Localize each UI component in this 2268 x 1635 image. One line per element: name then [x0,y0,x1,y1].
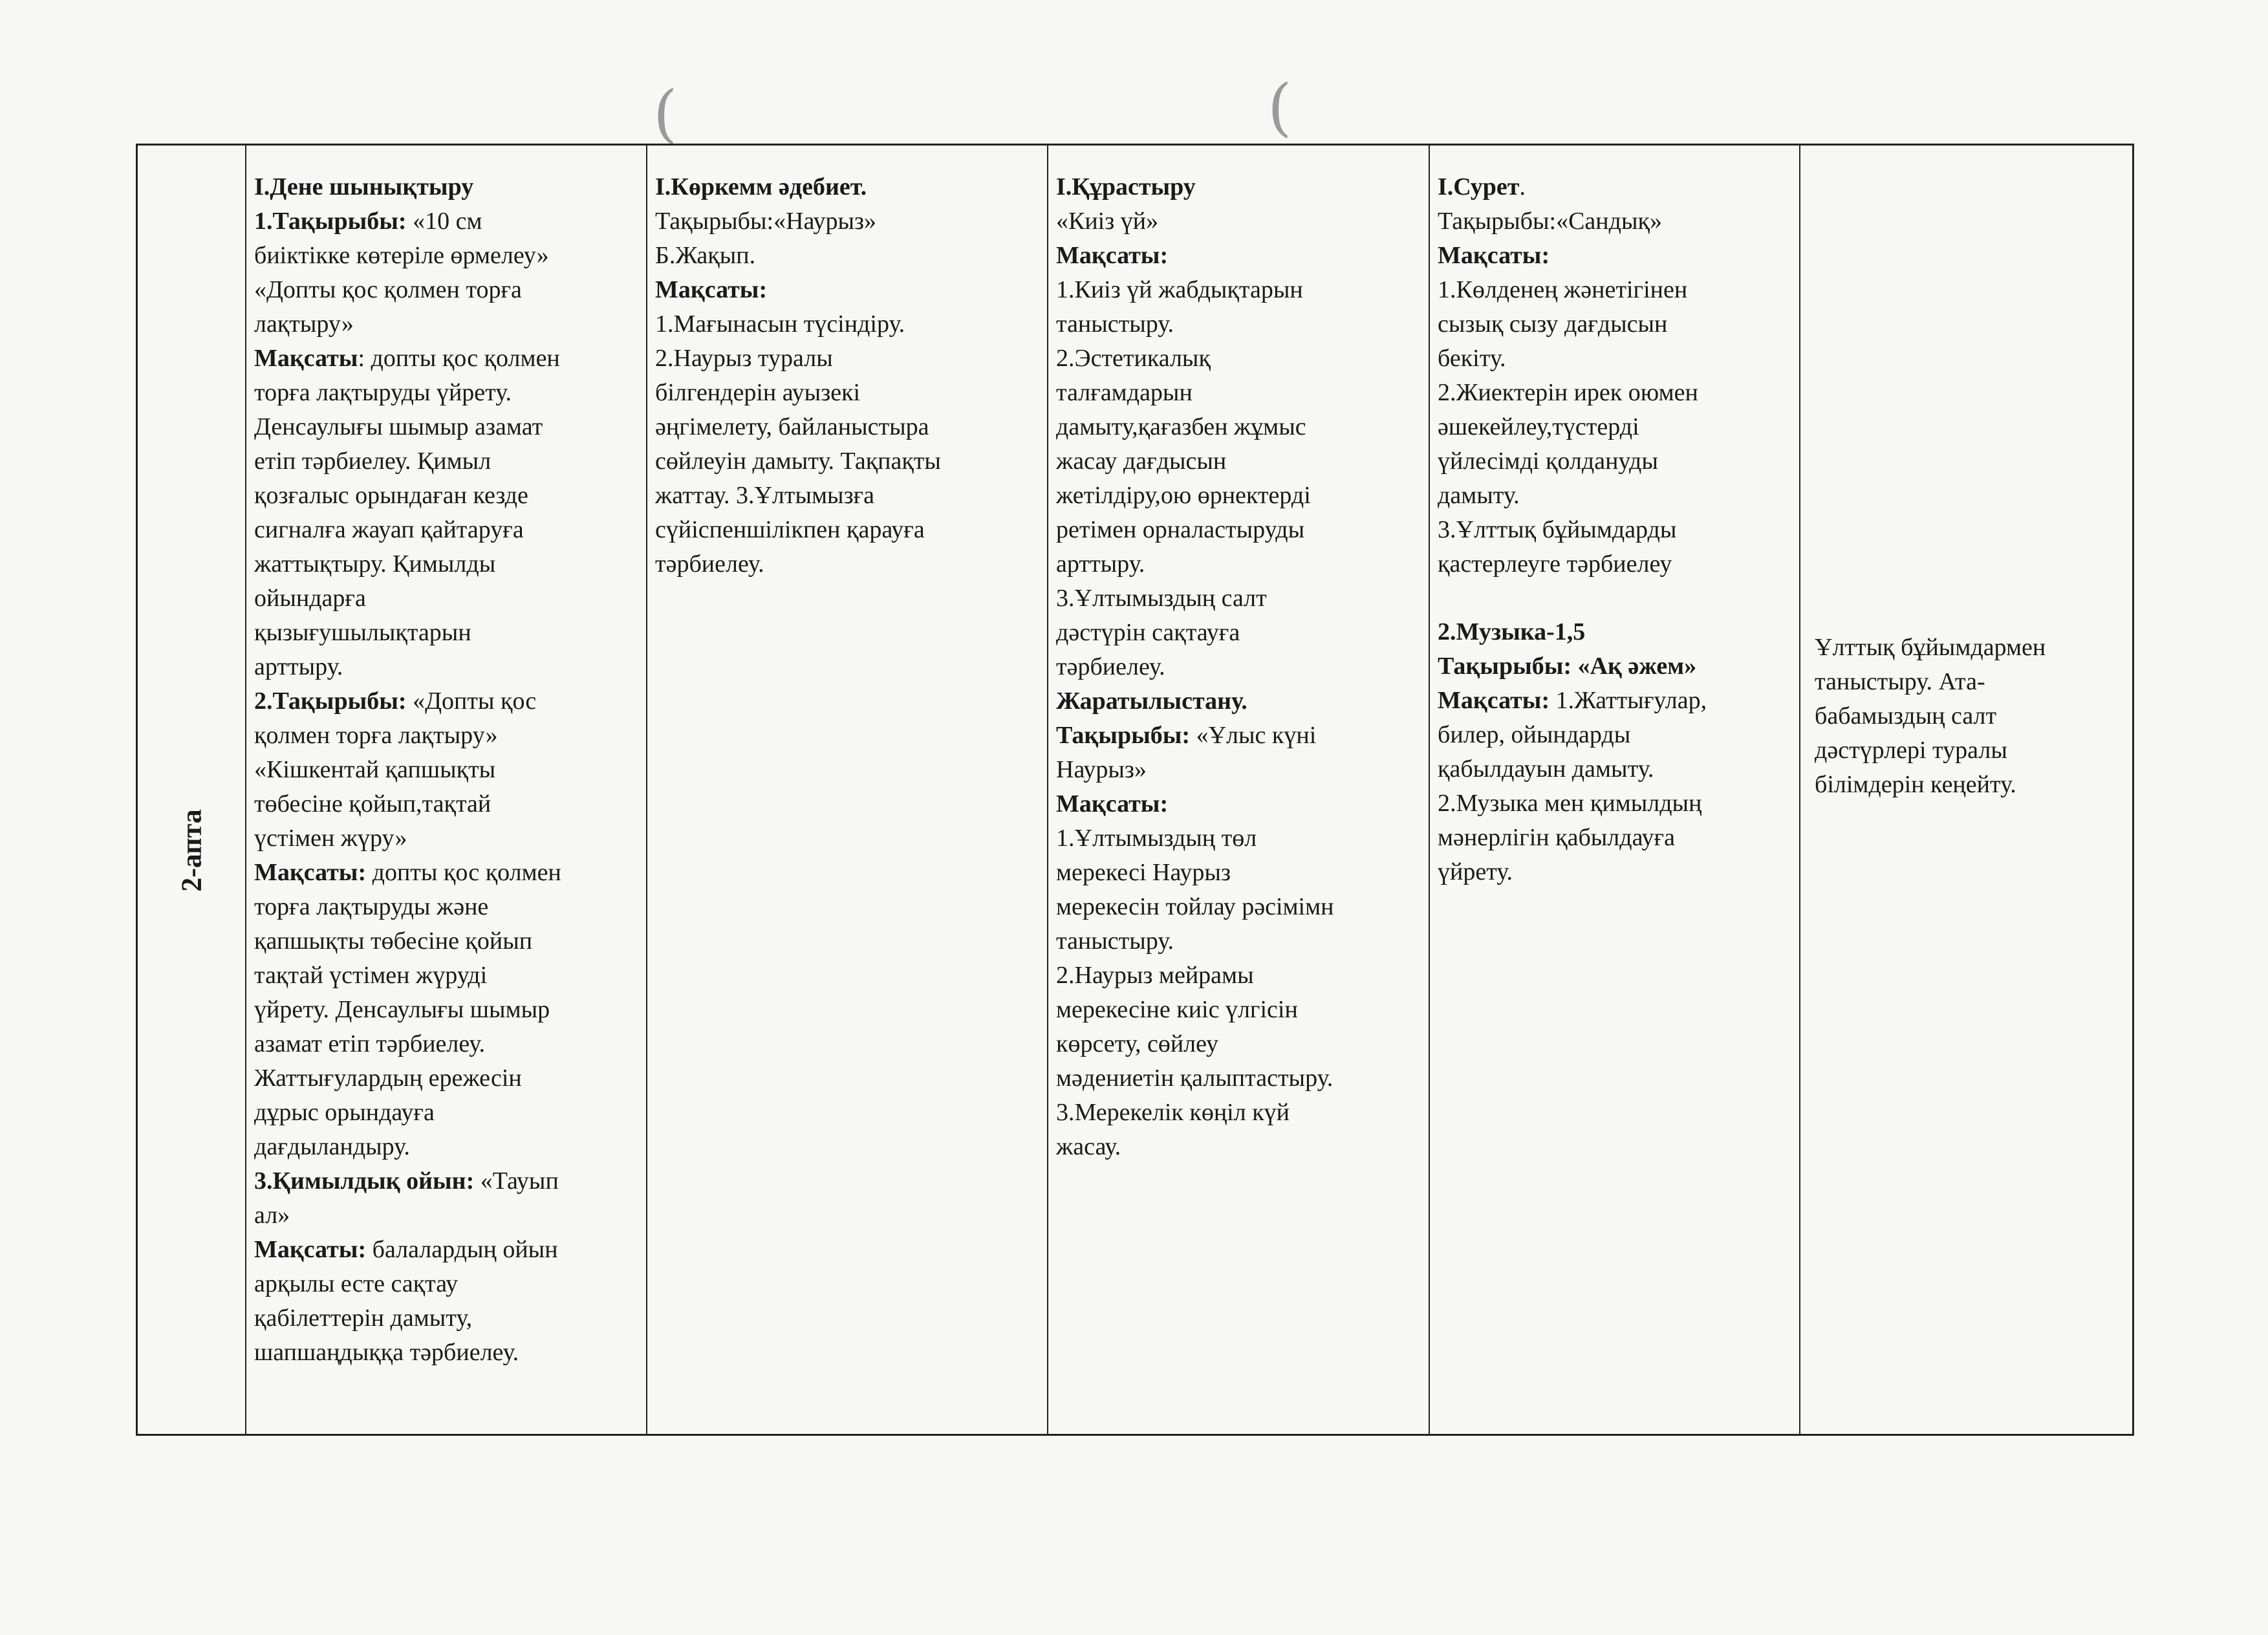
text-line [1438,341,1793,376]
text-run: 1.Көлденең жәнетігінен [1438,276,1688,303]
text-line [655,376,1041,410]
text-line [254,581,640,616]
text-run: торға лақтыруды және [254,893,489,920]
text-run: 2.Эстетикалық [1056,345,1211,372]
text-line [254,719,640,753]
text-line [254,787,640,821]
text-line [1438,752,1793,786]
text-line [1438,718,1793,752]
bold-run: 2.Тақырыбы: [254,688,407,715]
text-run: 3.Ұлтымыздың салт [1056,585,1267,612]
text-line [1438,239,1793,273]
bold-run: 1.Тақырыбы: [254,208,407,235]
text-run: үйлесімді қолдануды [1438,448,1658,475]
text-line [655,204,1041,239]
text-line [1815,665,2130,699]
text-run: жаттықтыру. Қимылды [254,550,496,578]
text-line [1056,307,1422,341]
text-line [254,856,640,890]
text-line [1056,1130,1422,1164]
text-line [254,650,640,684]
column-art-music [1430,146,1800,1434]
text-run: тәрбиелеу. [655,550,764,578]
text-run: «Допты қос [406,688,537,715]
text-line [655,307,1041,341]
text-run: 3.Ұлттық бұйымдарды [1438,516,1677,543]
text-run: допты қос қолмен [366,859,561,886]
text-line [655,170,1041,204]
text-line [254,1301,640,1336]
text-line [1056,547,1422,581]
bold-run: Тақырыбы: [1056,722,1191,749]
text-line [254,753,640,787]
text-line [1056,993,1422,1027]
text-line [254,410,640,444]
text-run: қолмен торға лақтыру» [254,722,498,749]
week-label: 2-апта [175,809,208,892]
text-run: бабамыздың салт [1815,702,1997,730]
text-line [1056,650,1422,684]
text-line [655,273,1041,307]
text-line [655,513,1041,547]
text-run: көрсету, сөйлеу [1056,1030,1219,1057]
week-cell [138,146,246,1434]
text-line [1056,924,1422,958]
text-line [254,890,640,924]
text-line [1056,170,1422,204]
text-run: сөйлеуін дамыту. Тақпақты [655,448,941,475]
text-run: 2.Наурыз туралы [655,345,833,372]
text-run: : допты қос қолмен [358,345,560,372]
text-run: жаттау. 3.Ұлтымызға [655,482,875,509]
text-run: дамыту. [1438,482,1520,509]
bold-run: Жаратылыстану. [1056,688,1247,715]
text-line [1438,615,1793,649]
text-line [254,513,640,547]
text-run: талғамдарын [1056,379,1193,406]
bold-run: 2.Музыка-1,5 [1438,618,1586,645]
text-line [1056,479,1422,513]
text-run: ретімен орналастыруды [1056,516,1305,543]
text-run: арттыру. [254,653,343,680]
text-line [655,444,1041,479]
text-line [254,547,640,581]
text-line [1056,1027,1422,1061]
text-run: қапшықты төбесіне қойып [254,927,533,955]
text-run: қозғалыс орындаған кезде [254,482,528,509]
column-literature [647,146,1048,1434]
text-line [1438,786,1793,821]
text-run: арттыру. [1056,550,1145,578]
text-run: мерекесін тойлау рәсімімн [1056,893,1334,920]
bold-run: Мақсаты: [1056,242,1169,269]
text-run: «Кішкентай қапшықты [254,756,496,783]
bold-run: Мақсаты: [254,859,367,886]
text-line [254,684,640,719]
text-line [1056,719,1422,753]
text-run: билер, ойындарды [1438,721,1631,748]
bold-run: Мақсаты: [254,1236,367,1263]
text-line [655,547,1041,581]
text-run: мәнерлігін қабылдауға [1438,824,1675,851]
text-line [1056,958,1422,993]
text-run: 1.Киіз үй жабдықтарын [1056,276,1303,303]
text-run: Тақырыбы:«Сандық» [1438,208,1662,235]
text-line [1438,307,1793,341]
text-line [254,821,640,856]
text-line [254,1233,640,1267]
text-line [655,410,1041,444]
text-run: үйрету. Денсаулығы шымыр [254,996,550,1023]
text-run: торға лақтыруды үйрету. [254,379,512,406]
text-run: білімдерін кеңейту. [1815,771,2016,798]
text-run: төбесіне қойып,тақтай [254,790,491,817]
text-line [1056,204,1422,239]
bold-run: І.Дене шынықтыру [254,173,474,200]
text-line [1056,684,1422,719]
text-run: әшекейлеу,түстерді [1438,413,1639,440]
text-line [1438,273,1793,307]
text-run: үйрету. [1438,858,1513,885]
text-run: Денсаулығы шымыр азамат [254,413,543,440]
bold-run: Мақсаты [254,345,358,372]
text-run: қабылдауын дамыту. [1438,755,1654,783]
text-line [1056,753,1422,787]
text-run: әңгімелету, байланыстыра [655,413,929,440]
text-run: Ұлттық бұйымдармен [1815,634,2046,661]
text-run: таныстыру. [1056,310,1174,338]
text-run: жасау. [1056,1133,1121,1160]
column-physical-education [246,146,647,1434]
text-line [1056,821,1422,856]
text-line [1056,1061,1422,1096]
text-run: дұрыс орындауға [254,1099,435,1126]
text-run: ал» [254,1202,290,1229]
text-line [1056,273,1422,307]
text-run: 2.Жиектерін ирек оюмен [1438,379,1698,406]
text-line [1056,513,1422,547]
text-line [1815,631,2130,665]
text-run: «10 см [406,208,482,235]
text-line [254,204,640,239]
text-run: мерекесіне киіс үлгісін [1056,996,1298,1023]
text-run: дағдыландыру. [254,1133,410,1160]
text-line [1438,444,1793,479]
text-line [254,1096,640,1130]
text-run: қастерлеуге тәрбиелеу [1438,550,1672,578]
text-run: арқылы есте сақтау [254,1270,459,1297]
text-line [1438,684,1793,718]
text-line [254,1336,640,1370]
text-line [655,239,1041,273]
text-line [254,1198,640,1233]
text-line [1056,856,1422,890]
text-run: мәдениетін қалыптастыру. [1056,1065,1334,1092]
text-run: жетілдіру,ою өрнектерді [1056,482,1311,509]
text-run: үстімен жүру» [254,825,407,852]
text-run: қызығушылықтарын [254,619,471,646]
bold-run: Тақырыбы: «Ақ әжем» [1438,653,1697,680]
text-line [1815,699,2130,733]
bold-run: Мақсаты: [1438,242,1550,269]
text-run: дәстүрлері туралы [1815,737,2007,764]
text-line [1438,170,1793,204]
text-run: мерекесі Наурыз [1056,859,1231,886]
text-run: жасау дағдысын [1056,448,1227,475]
text-line [1815,733,2130,768]
text-run: Жаттығулардың ережесін [254,1065,522,1092]
text-run: азамат етіп тәрбиелеу. [254,1030,485,1057]
bold-run: Мақсаты: [1056,790,1169,817]
text-line [254,616,640,650]
text-line [1815,768,2130,802]
text-run: Наурыз» [1056,756,1147,783]
text-run: . [1519,173,1526,200]
text-line [1056,376,1422,410]
text-line [254,958,640,993]
text-run: таныстыру. Ата- [1815,668,1985,695]
text-line [254,1027,640,1061]
column-construction-nature [1048,146,1430,1434]
text-line [254,993,640,1027]
text-line [1438,649,1793,684]
text-line [655,341,1041,376]
text-run: лақтыру» [254,310,354,338]
text-line [254,1164,640,1198]
text-run: таныстыру. [1056,927,1174,955]
text-run: 1.Ұлтымыздың төл [1056,825,1257,852]
text-run: Тақырыбы:«Наурыз» [655,208,876,235]
bold-run: 3.Қимылдық ойын: [254,1167,475,1195]
text-line [254,1130,640,1164]
text-run: 2.Наурыз мейрамы [1056,962,1254,989]
text-run: дамыту,қағазбен жұмыс [1056,413,1306,440]
text-line [254,1061,640,1096]
text-line [1056,890,1422,924]
text-run: «Ұлыс күні [1190,722,1317,749]
text-run: сигналға жауап қайтаруға [254,516,524,543]
text-run: «Тауып [474,1167,559,1195]
text-line [254,239,640,273]
text-run: сызық сызу дағдысын [1438,310,1668,338]
text-line [1438,479,1793,513]
text-line [1438,855,1793,889]
text-run: «Допты қос қолмен торға [254,276,522,303]
text-run: етіп тәрбиелеу. Қимыл [254,448,491,475]
text-run: тақтай үстімен жүруді [254,962,488,989]
bold-run: Мақсаты: [655,276,768,303]
text-line [1056,444,1422,479]
text-run: 1.Жаттығулар, [1550,687,1707,714]
text-run: дәстүрін сақтауға [1056,619,1240,646]
text-run: тәрбиелеу. [1056,653,1165,680]
text-line [1438,581,1793,615]
margin-mark-right: ( [1268,71,1292,144]
text-line [1438,547,1793,581]
text-line [254,341,640,376]
text-line [1438,410,1793,444]
bold-run: І.Құрастыру [1056,173,1196,200]
text-run: қабілеттерін дамыту, [254,1305,473,1332]
text-line [254,479,640,513]
text-line [254,444,640,479]
text-line [1438,821,1793,855]
text-line [1438,513,1793,547]
text-line [1056,410,1422,444]
text-line [655,479,1041,513]
bold-run: І.Сурет [1438,173,1520,200]
text-run: білгендерін ауызекі [655,379,861,406]
text-line [254,924,640,958]
text-run: 3.Мерекелік көңіл күй [1056,1099,1290,1126]
text-line [1056,616,1422,650]
text-line [254,170,640,204]
text-run: балалардың ойын [366,1236,558,1263]
bold-run: І.Көркемм әдебиет. [655,173,867,200]
text-run: биіктікке көтеріле өрмелеу» [254,242,549,269]
text-run: бекіту. [1438,345,1506,372]
column-summary [1800,146,2136,1434]
text-run: «Киіз үй» [1056,208,1159,235]
margin-mark-left: ( [653,78,678,150]
text-line [254,1267,640,1301]
text-run: сүйіспеншілікпен қарауға [655,516,925,543]
text-run: 2.Музыка мен қимылдың [1438,790,1702,817]
text-line [254,307,640,341]
text-run: Б.Жақып. [655,242,756,269]
lesson-plan-table [136,144,2134,1436]
text-line [1056,239,1422,273]
text-run: 1.Мағынасын түсіндіру. [655,310,905,338]
text-line [1056,341,1422,376]
text-line [1438,204,1793,239]
text-run: ойындарға [254,585,366,612]
text-line [254,376,640,410]
bold-run: Мақсаты: [1438,687,1550,714]
text-line [254,273,640,307]
text-line [1056,787,1422,821]
text-line [1056,1096,1422,1130]
text-run: шапшаңдыққа тәрбиелеу. [254,1339,519,1366]
text-line [1438,376,1793,410]
text-line [1056,581,1422,616]
